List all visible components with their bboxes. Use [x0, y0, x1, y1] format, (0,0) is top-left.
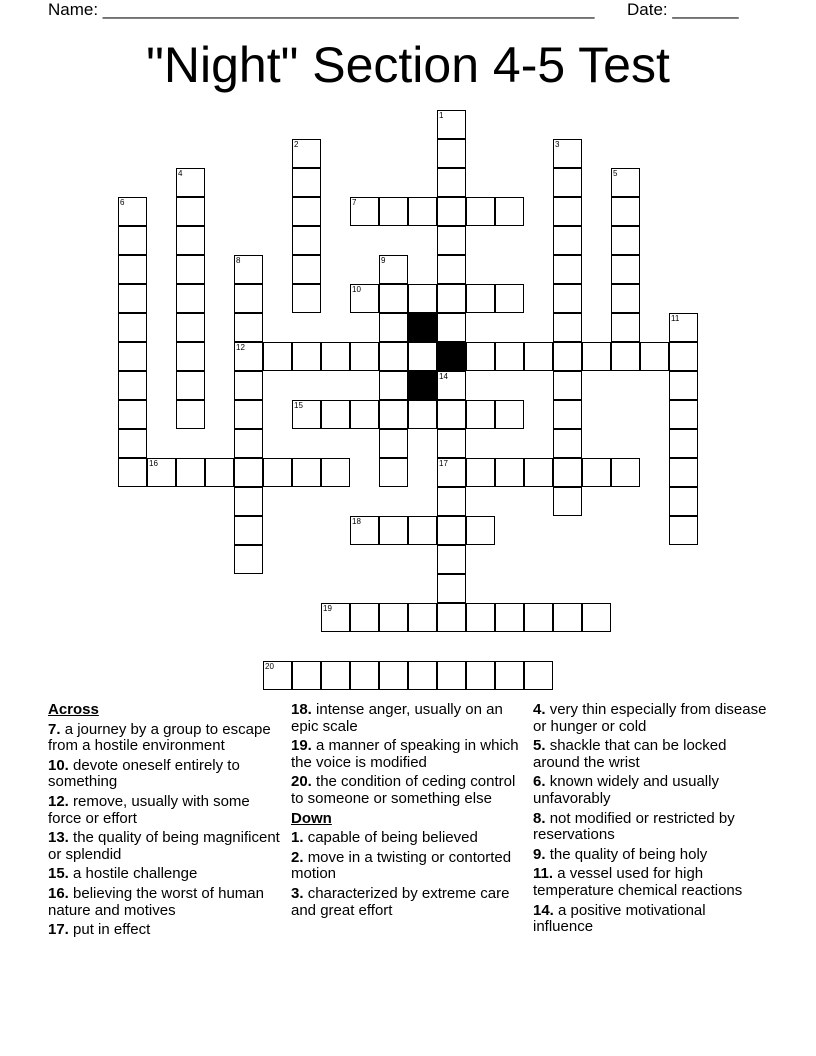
grid-cell[interactable] — [553, 429, 582, 458]
grid-cell[interactable] — [437, 487, 466, 516]
clue-number: 14 — [439, 372, 448, 381]
grid-cell[interactable] — [495, 197, 524, 226]
grid-cell[interactable] — [437, 545, 466, 574]
clue-number: 17 — [439, 459, 448, 468]
grid-cell[interactable] — [321, 342, 350, 371]
grid-cell[interactable] — [408, 603, 437, 632]
grid-cell[interactable] — [437, 226, 466, 255]
grid-cell[interactable] — [437, 139, 466, 168]
grid-cell[interactable] — [437, 284, 466, 313]
clue-down-5: 5. shackle that can be locked around the wrist — [533, 737, 727, 771]
grid-cell[interactable] — [234, 284, 263, 313]
grid-cell[interactable] — [176, 255, 205, 284]
clues-column-1 — [48, 702, 283, 942]
grid-cell[interactable] — [437, 197, 466, 226]
clue-number: 10 — [352, 285, 361, 294]
grid-cell[interactable] — [379, 603, 408, 632]
grid-cell[interactable] — [466, 603, 495, 632]
clue-number: 6 — [120, 198, 125, 207]
grid-cell[interactable] — [234, 400, 263, 429]
grid-cell[interactable] — [176, 342, 205, 371]
grid-cell[interactable] — [234, 255, 263, 284]
grid-cell[interactable] — [611, 458, 640, 487]
clue-number: 7 — [352, 198, 357, 207]
grid-cell[interactable] — [437, 429, 466, 458]
grid-cell[interactable] — [466, 284, 495, 313]
clue-across-12: 12. remove, usually with some force or effort — [48, 792, 250, 827]
grid-cell[interactable] — [582, 342, 611, 371]
grid-cell[interactable] — [553, 197, 582, 226]
grid-cell[interactable] — [466, 458, 495, 487]
grid-cell[interactable] — [669, 458, 698, 487]
across-heading: Across — [48, 701, 99, 718]
grid-cell[interactable] — [553, 603, 582, 632]
grid-cell[interactable] — [118, 226, 147, 255]
clue-number: 19 — [323, 604, 332, 613]
grid-cell[interactable] — [553, 284, 582, 313]
clue-down-14: 14. a positive motivational influence — [533, 901, 706, 936]
grid-cell[interactable] — [437, 516, 466, 545]
grid-cell[interactable] — [611, 197, 640, 226]
clue-across-16: 16. believing the worst of human nature and motives — [48, 884, 264, 919]
grid-cell[interactable] — [176, 168, 205, 197]
grid-cell[interactable] — [524, 661, 553, 690]
grid-cell[interactable] — [669, 429, 698, 458]
grid-cell[interactable] — [379, 400, 408, 429]
grid-cell[interactable] — [437, 458, 466, 487]
grid-cell[interactable] — [611, 342, 640, 371]
grid-cell[interactable] — [553, 400, 582, 429]
grid-cell[interactable] — [234, 371, 263, 400]
grid-cell[interactable] — [553, 458, 582, 487]
clue-down-1: 1. capable of being believed — [291, 829, 478, 847]
grid-cell[interactable] — [408, 400, 437, 429]
grid-cell[interactable] — [350, 603, 379, 632]
clue-across-15: 15. a hostile challenge — [48, 865, 198, 883]
grid-cell[interactable] — [118, 429, 147, 458]
grid-cell[interactable] — [669, 487, 698, 516]
grid-cell[interactable] — [669, 400, 698, 429]
grid-cell[interactable] — [118, 342, 147, 371]
clue-number: 11 — [671, 314, 680, 323]
clue-number: 4 — [178, 169, 183, 178]
grid-cell[interactable] — [495, 458, 524, 487]
grid-cell[interactable] — [495, 284, 524, 313]
clue-down-8: 8. not modified or restricted by reservations — [533, 809, 735, 844]
grid-cell[interactable] — [611, 226, 640, 255]
grid-cell[interactable] — [437, 661, 466, 690]
clue-number: 18 — [352, 517, 361, 526]
grid-cell[interactable] — [234, 516, 263, 545]
clue-across-17: 17. put in effect — [48, 921, 151, 939]
grid-cell[interactable] — [321, 603, 350, 632]
grid-cell[interactable] — [350, 197, 379, 226]
grid-cell[interactable] — [292, 458, 321, 487]
grid-cell[interactable] — [611, 255, 640, 284]
grid-cell[interactable] — [176, 400, 205, 429]
clue-number: 3 — [555, 140, 560, 149]
grid-cell[interactable] — [669, 342, 698, 371]
grid-cell[interactable] — [292, 168, 321, 197]
black-cell — [408, 371, 437, 400]
grid-cell[interactable] — [118, 371, 147, 400]
grid-cell[interactable] — [234, 458, 263, 487]
clue-number: 13 — [439, 343, 448, 352]
grid-cell[interactable] — [408, 516, 437, 545]
grid-cell[interactable] — [176, 371, 205, 400]
grid-cell[interactable] — [553, 168, 582, 197]
clue-down-11: 11. a vessel used for high temperature chemical reactions — [533, 865, 743, 899]
grid-cell[interactable] — [176, 226, 205, 255]
clue-down-6: 6. known widely and usually unfavorably — [533, 773, 719, 807]
clue-number: 16 — [149, 459, 158, 468]
grid-cell[interactable] — [524, 603, 553, 632]
grid-cell[interactable] — [611, 313, 640, 342]
grid-cell[interactable] — [611, 284, 640, 313]
grid-cell[interactable] — [437, 110, 466, 139]
grid-cell[interactable] — [379, 458, 408, 487]
grid-cell[interactable] — [292, 342, 321, 371]
grid-cell[interactable] — [263, 342, 292, 371]
down-heading: Down — [291, 809, 332, 827]
grid-cell[interactable] — [553, 342, 582, 371]
grid-cell[interactable] — [292, 197, 321, 226]
grid-cell[interactable] — [234, 342, 263, 371]
grid-cell[interactable] — [495, 661, 524, 690]
grid-cell[interactable] — [176, 313, 205, 342]
clues-column-3 — [533, 702, 768, 939]
grid-cell[interactable] — [118, 400, 147, 429]
grid-cell[interactable] — [379, 255, 408, 284]
clue-down-2: 2. move in a twisting or contorted motion — [291, 848, 512, 883]
grid-cell[interactable] — [379, 342, 408, 371]
grid-cell[interactable] — [437, 168, 466, 197]
clue-down-9: 9. the quality of being holy — [533, 845, 708, 863]
clue-down-4: 4. very thin especially from disease or hunger or cold — [533, 701, 767, 735]
grid-cell[interactable] — [408, 284, 437, 313]
grid-cell[interactable] — [176, 197, 205, 226]
grid-cell[interactable] — [553, 371, 582, 400]
grid-cell[interactable] — [234, 429, 263, 458]
grid-cell[interactable] — [292, 139, 321, 168]
grid-cell[interactable] — [176, 284, 205, 313]
grid-cell[interactable] — [669, 516, 698, 545]
grid-cell[interactable] — [524, 342, 553, 371]
clue-across-10: 10. devote oneself entirely to something — [48, 756, 240, 791]
clue-across-7: 7. a journey by a group to escape from a hostile environment — [48, 720, 271, 755]
grid-cell[interactable] — [582, 458, 611, 487]
grid-cell[interactable] — [350, 400, 379, 429]
grid-cell[interactable] — [466, 197, 495, 226]
clue-number: 12 — [236, 343, 245, 352]
grid-cell[interactable] — [669, 313, 698, 342]
grid-cell[interactable] — [437, 400, 466, 429]
grid-cell[interactable] — [379, 661, 408, 690]
page-title: "Night" Section 4-5 Test — [146, 37, 670, 93]
grid-cell[interactable] — [553, 139, 582, 168]
grid-cell[interactable] — [379, 313, 408, 342]
grid-cell[interactable] — [640, 342, 669, 371]
grid-cell[interactable] — [408, 342, 437, 371]
name-field[interactable]: Name: ____________________________________________________ — [48, 0, 595, 19]
clue-across-19: 19. a manner of speaking in which the voice is modified — [291, 737, 519, 771]
grid-cell[interactable] — [437, 574, 466, 603]
grid-cell[interactable] — [553, 255, 582, 284]
grid-cell[interactable] — [437, 313, 466, 342]
clue-number: 15 — [294, 401, 303, 410]
grid-cell[interactable] — [350, 342, 379, 371]
grid-cell[interactable] — [437, 603, 466, 632]
grid-cell[interactable] — [495, 342, 524, 371]
grid-cell[interactable] — [437, 255, 466, 284]
grid-cell[interactable] — [350, 284, 379, 313]
grid-cell[interactable] — [524, 458, 553, 487]
grid-cell[interactable] — [292, 284, 321, 313]
clue-number: 9 — [381, 256, 386, 265]
grid-cell[interactable] — [205, 458, 234, 487]
clue-across-13: 13. the quality of being magnificent or splendid — [48, 829, 280, 863]
grid-cell[interactable] — [292, 226, 321, 255]
grid-cell[interactable] — [553, 487, 582, 516]
grid-cell[interactable] — [292, 255, 321, 284]
grid-cell[interactable] — [147, 458, 176, 487]
grid-cell[interactable] — [118, 197, 147, 226]
grid-cell[interactable] — [408, 197, 437, 226]
grid-cell[interactable] — [379, 197, 408, 226]
grid-cell[interactable] — [437, 371, 466, 400]
grid-cell[interactable] — [292, 661, 321, 690]
grid-cell[interactable] — [408, 661, 437, 690]
grid-cell[interactable] — [553, 313, 582, 342]
grid-cell[interactable] — [466, 516, 495, 545]
grid-cell[interactable] — [582, 603, 611, 632]
grid-cell[interactable] — [234, 545, 263, 574]
clues-column-2 — [291, 702, 526, 922]
grid-cell[interactable] — [118, 458, 147, 487]
grid-cell[interactable] — [263, 458, 292, 487]
clue-number: 8 — [236, 256, 241, 265]
grid-cell[interactable] — [292, 400, 321, 429]
clue-down-3: 3. characterized by extreme care and great effort — [291, 884, 510, 919]
clue-number: 1 — [439, 111, 444, 120]
grid-cell[interactable] — [379, 371, 408, 400]
grid-cell[interactable] — [350, 516, 379, 545]
grid-cell[interactable] — [350, 661, 379, 690]
grid-cell[interactable] — [118, 313, 147, 342]
grid-cell[interactable] — [553, 226, 582, 255]
grid-cell[interactable] — [321, 400, 350, 429]
clue-across-18: 18. intense anger, usually on an epic scale — [291, 701, 503, 735]
black-cell — [408, 313, 437, 342]
grid-cell[interactable] — [321, 661, 350, 690]
clue-number: 20 — [265, 662, 274, 671]
clue-number: 5 — [613, 169, 618, 178]
clue-across-20: 20. the condition of ceding control to someone or something else — [291, 773, 516, 807]
grid-cell[interactable] — [118, 255, 147, 284]
grid-cell[interactable] — [495, 603, 524, 632]
grid-cell[interactable] — [466, 400, 495, 429]
grid-cell[interactable] — [118, 284, 147, 313]
grid-cell[interactable] — [379, 516, 408, 545]
black-cell — [437, 342, 466, 371]
grid-cell[interactable] — [379, 284, 408, 313]
grid-cell[interactable] — [611, 168, 640, 197]
grid-cell[interactable] — [234, 487, 263, 516]
grid-cell[interactable] — [379, 429, 408, 458]
grid-cell[interactable] — [234, 313, 263, 342]
clue-number: 2 — [294, 140, 299, 149]
grid-cell[interactable] — [176, 458, 205, 487]
grid-cell[interactable] — [263, 661, 292, 690]
grid-cell[interactable] — [466, 661, 495, 690]
grid-cell[interactable] — [669, 371, 698, 400]
date-field[interactable]: Date: _______ — [627, 0, 739, 19]
grid-cell[interactable] — [495, 400, 524, 429]
grid-cell[interactable] — [466, 342, 495, 371]
grid-cell[interactable] — [321, 458, 350, 487]
